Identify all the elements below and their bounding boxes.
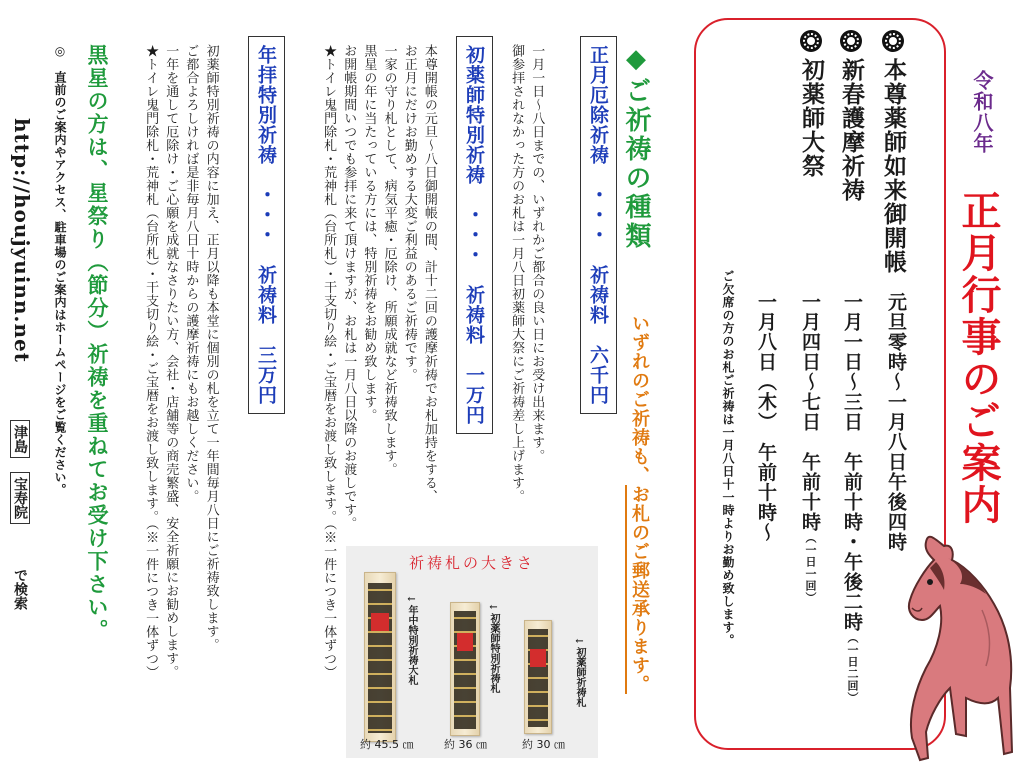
- event-3-time: [800, 292, 819, 604]
- prayer-2-line: 一家の守り札として、病気平癒・厄除け、所願成就など祈祷致します。: [381, 44, 397, 476]
- photo-title: 祈祷札の大きさ: [408, 554, 535, 572]
- event-2-name: 新春護摩祈祷: [838, 58, 865, 202]
- title-era: 令和八年: [970, 70, 994, 154]
- talisman-small: [524, 620, 552, 734]
- prayer-3-line: ご都合よろしければ是非毎月八日十時からの護摩祈祷にもお越しください。: [183, 44, 199, 503]
- search-keywords: [10, 420, 30, 524]
- horse-illustration: [886, 528, 1018, 764]
- prayer-1-line: 御参拝されなかった方のお札は一月八日初薬師大祭にご祈祷差し上げます。: [509, 44, 525, 503]
- post-note: [626, 314, 652, 694]
- family-crest-icon: [840, 30, 862, 52]
- prayer-2-line: お正月にだけお勤めする大変ご利益のあるご祈祷です。: [401, 44, 417, 382]
- search-keyword-right: 宝寿院: [10, 472, 30, 524]
- event-1: [882, 30, 905, 274]
- talisman-large: [364, 572, 396, 742]
- prayer-3-header: 年拝特別祈祷 ・・・ 祈祷料 三万円: [248, 36, 285, 414]
- prayer-1-header: 正月厄除祈祷 ・・・ 祈祷料 六千円: [580, 36, 617, 414]
- talisman-large-label: ←年中特別祈祷大札: [406, 594, 417, 685]
- family-crest-icon: [800, 30, 822, 52]
- search-suffix: で検索: [12, 568, 28, 610]
- kokusei-note: 黒星の方は、星祭り（節分）祈祷を重ねてお受け下さい。: [85, 44, 110, 642]
- talisman-large-size: 約 45.5 ㎝: [360, 738, 414, 751]
- event-3-time-text: 一月四日〜七日 午前十時: [799, 292, 821, 532]
- prayers-title: ◆ご祈祷の種類: [621, 44, 651, 251]
- prayer-2-line: 本尊開帳の元旦〜八日御開帳の間、計十二回の護摩祈祷でお札加持をする、: [421, 44, 437, 503]
- talisman-medium-label: ←初薬師特別祈祷札: [488, 602, 499, 693]
- family-crest-icon: [882, 30, 904, 52]
- event-3: [800, 30, 823, 178]
- prayer-2-line: 黒星の年に当たっている方には、特別祈祷をお勧め致します。: [361, 44, 377, 422]
- event-3-note: （一日一回）: [804, 532, 817, 604]
- talisman-photo: [346, 546, 598, 758]
- event-1-name: 本尊薬師如来御開帳: [880, 58, 907, 274]
- post-note-underlined: お札のご郵送承ります。: [625, 485, 650, 694]
- prayer-1-line: 一月一日〜八日までの、いずれかご都合の良い日にお受け出来ます。: [529, 44, 545, 463]
- page-title: 正月行事のご案内: [955, 190, 1002, 526]
- event-2: [840, 30, 863, 202]
- event-2-time: [842, 292, 861, 704]
- prayer-3-line: 一年を通して厄除け・ご心願を成就なさりたい方、会社・店舗等の商売繁盛、安全祈願にお勧めします。: [163, 44, 179, 679]
- prayer-3-line: 初薬師特別祈祷の内容に加え、正月以降も本堂に個別の札を立て一年間毎月八日にご祈祷致します。: [203, 44, 219, 652]
- prayer-3-body: [140, 44, 221, 679]
- website-url: http://houjyuinn.net: [10, 118, 34, 363]
- event-3-name: 初薬師大祭: [798, 58, 825, 178]
- event-4-time: 一月八日（木） 午前十時〜: [755, 292, 777, 543]
- post-note-prefix: いずれのご祈祷も、: [629, 314, 650, 485]
- event-2-note: （一日二回）: [846, 632, 859, 704]
- absent-note: ご欠席の方のお札ご祈祷は一月八日十一時よりお勤め致します。: [721, 270, 735, 647]
- prayer-2-header: 初薬師特別祈祷 ・・・ 祈祷料 一万円: [456, 36, 493, 434]
- prayer-2-line: ★トイレ鬼門除札・荒神札（台所札）・干支切り絵・ご宝暦をお渡し致します。（※一件につき一体ずつ）: [321, 44, 337, 679]
- event-2-time-text: 一月一日〜三日 午前十時・午後二時: [841, 292, 863, 632]
- talisman-small-label: ←初薬師祈祷札: [574, 636, 585, 707]
- access-note: ◎ 直前のご案内やアクセス、駐車場のご案内はホームページをご覧ください。: [53, 44, 67, 496]
- talisman-small-size: 約 30 ㎝: [522, 738, 565, 751]
- prayer-2-line: お開帳期間いつでも参拝に来て頂けますが、お札は一月八日以降のお渡しです。: [341, 44, 357, 530]
- search-keyword-left: 津島: [10, 420, 30, 458]
- prayer-3-line: ★トイレ鬼門除札・荒神札（台所札）・干支切り絵・ご宝暦をお渡し致します。（※一件につき一体ずつ）: [143, 44, 159, 679]
- event-1-time: 元旦零時〜一月八日午後四時: [885, 292, 907, 552]
- prayer-1-body: [506, 44, 546, 503]
- talisman-medium-size: 約 36 ㎝: [444, 738, 487, 751]
- talisman-medium: [450, 602, 480, 736]
